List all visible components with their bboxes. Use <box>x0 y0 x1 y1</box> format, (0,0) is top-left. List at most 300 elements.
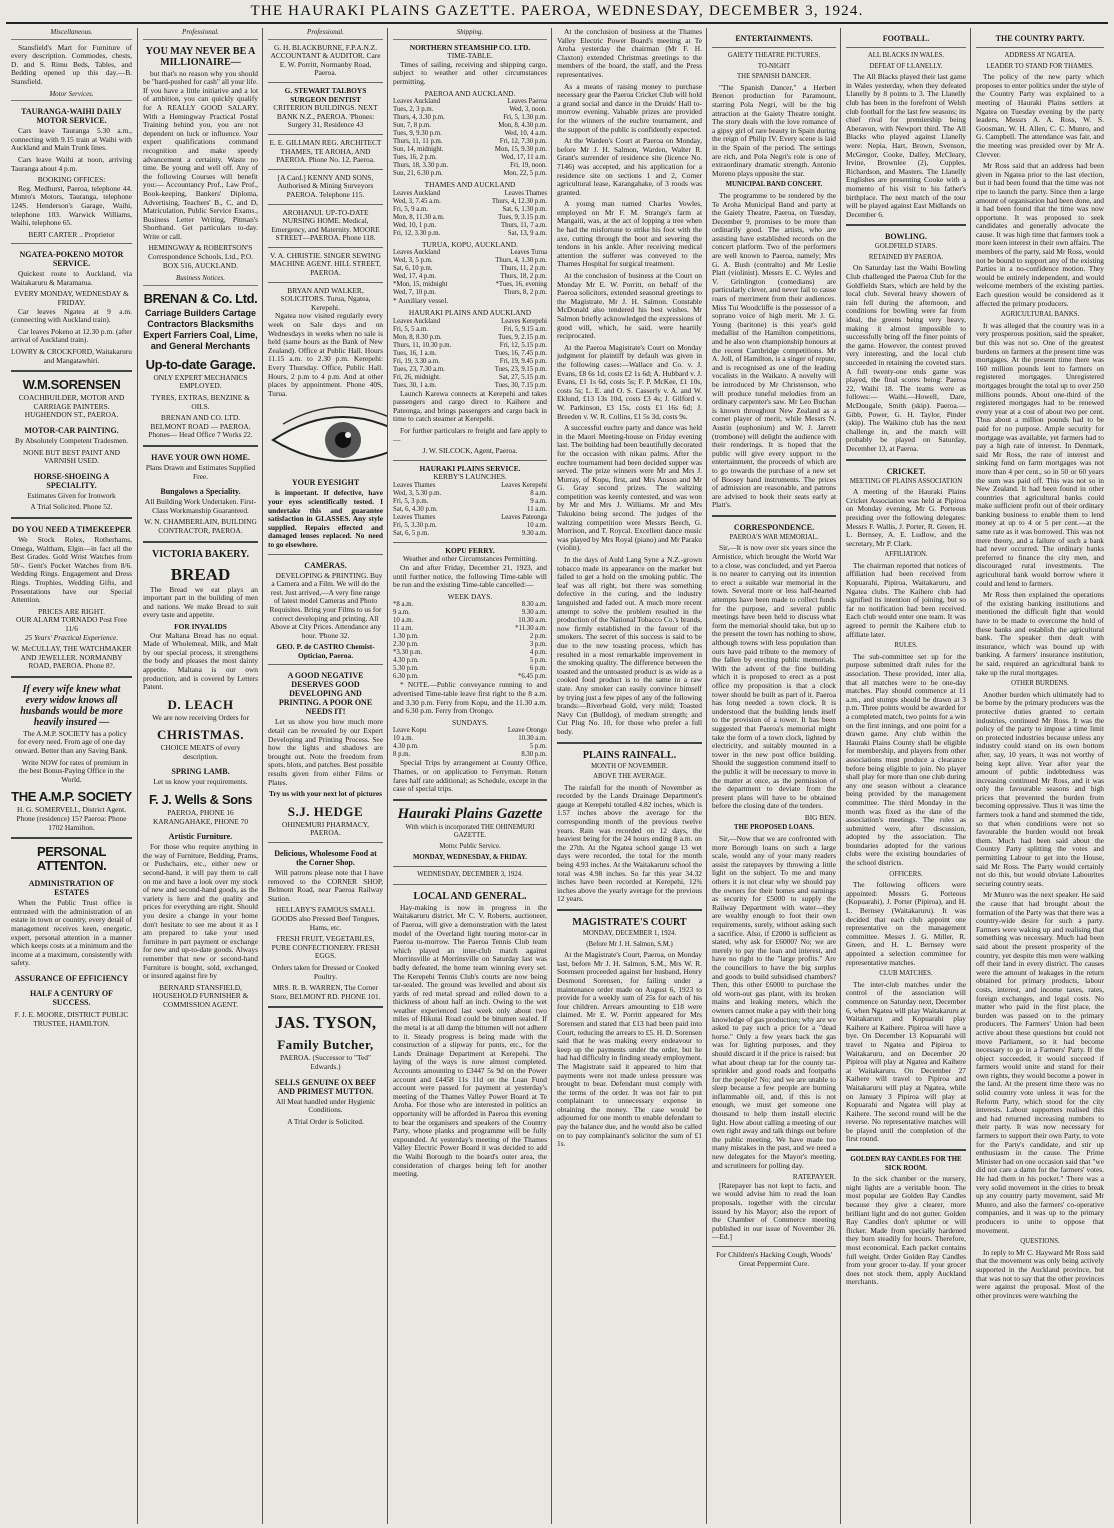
timetable-cell: Fri, 5, 3.30 p.m. <box>393 521 437 529</box>
timetable-header-row <box>393 482 547 490</box>
article-heading: CORRESPONDENCE. <box>733 522 815 532</box>
section-label: Miscellaneous. <box>11 28 132 40</box>
article-text: In the sick chamber or the nursery, night lights are a veritable boon. The most popular are Golden Ray Candles because they give a clearer, more brilliant light and do not gutter. Golden Ray Candles don't splutter or will flicker. Made from specially hardened they burn steadily for hours. Therefore, most economical. Each packet contains full weight. Order Golden Ray Candles from your grocer to-day. If your grocer does not stock them, apply Auckland merchants. <box>846 1174 966 1287</box>
timetable-cell: Fri, 19, noon. <box>510 162 547 170</box>
ad-text: Car leaves Pokeno at 12.30 p.m. (after arrival of Auckland train). <box>11 326 132 345</box>
timetable-cell: Fri, 5, 3 p.m. <box>393 497 429 505</box>
eye-illustration <box>268 402 388 472</box>
ad-text: PAEROA, PHONE 16 KARANGAHAKE, PHONE 70 <box>152 808 249 826</box>
timetable-row <box>393 198 547 206</box>
ad-text: Cars leave Tauranga 5.30 a.m., connecting with 9.15 train at Waihi with Auckland and Main Trunk lines. <box>11 126 132 153</box>
timetable-cell: *Tues, 16, evening <box>495 281 547 289</box>
article-subheading: (Before Mr J. H. Salmon, S.M.) <box>586 940 673 948</box>
ad-heading: ADMINISTRATION OF ESTATES <box>28 879 115 898</box>
timetable-row <box>393 617 547 625</box>
timetable-header-row <box>393 514 547 522</box>
ad-text: Reg. Medhurst, Paeroa, telephone 44. Munro's Motors, Tauranga, telephone 124S. Henderson's Garage, Waihi, telephone 103. Warwick Williams, Waihi, telephone 65. <box>11 183 132 228</box>
column-7 <box>840 28 971 1524</box>
article-text: The rainfall for the month of November as recorded by the Lands Drainage Department's gauge at Kerepehi totalled 4.82 inches, which is 1.57 inches above the average for the corresponding month of the previous twelve years. Rain was recorded on 12 days, the heaviest being for the 24 hours ending 8 a.m. on the 27th. At the Ngatea school gauge 13 wet days were recorded, the total for the month being 4.93 inches. At the Waitakaruru school the total was 4.98 inches. So far this year 34.32 inches have been recorded at Kerepehi, 12¾ inches above the yearly average for the previous 12 years. <box>557 782 702 904</box>
ad-text: PRICES ARE RIGHT. <box>37 606 105 616</box>
article-text: Mr Ross then explained the operations of the existing banking institutions and mentioned the difficult fight that would have to be made to overcome the hold of these banks and establish the agricultural bank. The speaker then dealt with insurance, which was bound up with banking. A farmers' insurance institution, he said, required an agricultural bank to take up the rural mortgages. <box>976 590 1104 677</box>
article-heading: GOLDEN RAY CANDLES FOR THE SICK ROOM. <box>850 1156 962 1172</box>
section-label: Professional. <box>268 28 383 40</box>
timetable-cell: Mon, 8, 8.30 p.m. <box>393 333 442 341</box>
ad-text: On and after Friday, December 21, 1923, and until further notice, the following Time-table will be run and the existing Time-table cancelled:— <box>393 563 547 590</box>
timetable-cell: Leaves Kerepehi <box>501 481 547 489</box>
ad-signature: LOWRY & CROCKFORD, Waitakaruru and Mangatawhiri. <box>11 347 132 365</box>
ad-text: Car leaves Ngatea at 9 a.m. (connecting with Auckland train). <box>11 306 132 325</box>
timetable-row <box>393 601 547 609</box>
ad-heading: TAURANGA-WAIHI DAILY MOTOR SERVICE. <box>21 107 122 126</box>
ad-text: The A.M.P. SOCIETY has a policy for every need. From age of one day onward. Better than any Saving Bank. <box>15 728 128 756</box>
ad-heading: S.J. HEDGE <box>287 803 364 819</box>
ad-heading: A GOOD NEGATIVE DESERVES GOOD DEVELOPING AND PRINTING. A POOR ONE NEEDS IT! <box>278 671 373 717</box>
ad-text: Plans Drawn and Estimates Supplied Free. <box>145 463 256 481</box>
section-label: Shipping. <box>393 28 547 40</box>
ad-text: A Trial Order is Solicited. <box>287 1116 364 1126</box>
timetable-cell: 10.30 a.m. <box>518 617 547 625</box>
timetable-cell: Tues, 23, 9.15 p.m. <box>494 365 547 373</box>
timetable-cell: 5.30 p.m. <box>393 665 419 673</box>
ad-text: HELLABY'S FAMOUS SMALL GOODS also Pressed Beef Tongues, Hams, etc. <box>271 905 380 932</box>
ad-text: For those who require anything in the way of Furniture, Bedding, Prams, or Pushchairs, etc., either new or second-hand, it will pay them to call on me and have a look over my stock of new and second-hand goods, as the variety is here and the quality and prices for everything are right. Should you desire a change in your home don't hesitate to see me about it as I am prepared to take your used furniture in part payment or exchange for new and up-to-date goods. Always remember that new or second-hand Furniture is bought, sold, exchanged, or insured against fire by <box>143 842 258 981</box>
ad-signature: F. J. E. MOORE, DISTRICT PUBLIC TRUSTEE, HAMILTON. <box>14 1009 129 1028</box>
ad-heading: G. STEWART TALBOYS SURGEON DENTIST <box>284 85 367 104</box>
column-5 <box>551 28 707 1524</box>
timetable-cell: Tues, 30, 1 a.m. <box>393 381 437 389</box>
ad-heading: NORTHERN STEAMSHIP CO. LTD. <box>409 42 531 52</box>
ad-heading: YOU MAY NEVER BE A MILLIONAIRE— <box>145 45 256 68</box>
ad-heading: BOOKING OFFICES: <box>37 175 106 185</box>
article-heading: CRICKET. <box>886 466 926 476</box>
article-text: A successful euchre party and dance was held in the Maori Meeting-house on Friday evening last. The building had been beautifully decorated for the occasion with nikau palms. After the euchre tournament had been decided supper was served. The prize winners were Mr and Mrs J. Murray, of Kopu, first, and Mrs Anson and Mr G. Gray second prizes. The waltzing competition was keenly contested, and was won by Mr and Mrs J. Williams. Mr and Mrs Tukukino being second. The judges of the waltzing competition were Messrs Beech, G. Morrison, and T. Roycal. Excellent dance music was played by Mrs Royal (piano) and Mr Paraku (violin). <box>557 423 702 553</box>
ad-text: Times of sailing, receiving and shipping cargo, subject to weather and other circumstances permitting. <box>393 59 547 86</box>
timetable-row <box>393 222 547 230</box>
ad-heading: SELLS GENUINE OX BEEF AND PRIMEST MUTTON. <box>274 1077 377 1096</box>
timetable-row <box>393 633 547 641</box>
timetable-cell: 9.30 a.m. <box>521 609 547 617</box>
article-heading: LOCAL AND GENERAL. <box>413 890 527 902</box>
ad-signature: MRS. R. B. WARREN, The Corner Store, BELMONT RD. PHONE 101. <box>270 983 381 1001</box>
column-2 <box>137 28 263 1524</box>
ad-text: Estimates Given for Ironwork <box>27 490 116 500</box>
article-text: Hay-making is now in progress in the Waitakaruru district. Mr C. V. Roberts, auctioneer, of Paeroa, will give a demonstration with the latest model of the Overland light touring motor-car in Paeroa to-morrow. The Paeroa Tennis Club team which played an inter-club match against Morrinsville at Morrinsville on Saturday last was badly defeated, the home team winning every set. The Kerepehi Tennis Club's courts are now being tar-sealed. The ground was levelled and about six yards of red metal spread and rolled down to a thickness of about half an inch. Owing to the wet weather experienced last week only about two miles of Hikutai Road could be bitumen sealed. If the metal is at all damp the bitumen will not adhere to it. Steady progress is being made with the construction of a slipway for punts, etc., for the Lands Drainage Department at Kerepehi. The laying of the ways is now almost completed. Accounts amounting to £3447 5s 9d on the Power account and £4458 11s 11d on the Loan Fund account were passed for payment at yesterday's meeting of the Thames Valley Power Board at Te Aroha. For those who are interested in politics an opportunity will be afforded in Paeroa this evening to hear the organisers and speakers of the Country Party, whose planks and programme will be fully expounded. At yesterday's meeting of the Thames Valley Electric Power Board it was decided to add the Waihi Borough to the board's outer area, the consideration of charges being left for another meeting. <box>393 902 547 1179</box>
timetable-cell: 8.30 a.m. <box>521 601 547 609</box>
column-1 <box>6 28 137 1524</box>
timetable-row <box>393 130 547 138</box>
timetable-header-row <box>393 318 547 326</box>
timetable-cell: 4.30 p.m. <box>393 657 419 665</box>
article-text: The All Blacks played their last game in Wales yesterday, when they defeated Llanelly by 8 points to 3. The Llanelly club has been in the forefront of Welsh club football for the last few seasons; its chief rival for premiership being Aberavon, with Newport third. The All Blacks who played against Llanelly were: Nepia, Hart, Brown, Svenson, McGregor, Cooke, Dalley, McCleary, Irvine, Brownlee (2), Cupples, Richardson, and Masters. The Llanelly Englishes are presenting Cooke with a momento of his visit to his father's birthplace. The next match of the tour will be played against East Midlands on December 6. <box>846 72 966 219</box>
ad-text: CHOICE MEATS of every description. <box>160 743 241 761</box>
ad-text: DEVELOPING & PRINTING. Buy a Camera and a Film. We will do the rest. Just arrived,—A very fine range of latest model Cameras and Photo Requisites. Bring your Films to us for correct developing and printing. All Above at City Prices. Attendance any hour. 'Phone 32. <box>269 570 383 640</box>
timetable-cell: 6 p.m. <box>529 665 547 673</box>
timetable-cell: 10 a.m. <box>526 521 547 529</box>
timetable-row <box>393 334 547 342</box>
ad-heading: CAMERAS. <box>304 560 347 570</box>
timetable-cell: 4.30 p.m. <box>393 743 419 751</box>
ad-text: For further particulars re freight and fare apply to— <box>393 425 547 444</box>
timetable-cell: 9.30 a.m. <box>521 529 547 537</box>
timetable <box>393 98 547 178</box>
article-text: At the Warden's Court at Paeroa on Monday, before Mr J. H. Salmon, Warden, Walter R. Grant's surrender of residence site (licence No. 7146) was accepted, and his application for a residence site on sections 1 and 2, Comer agricultural lease, Karangahake, of 3 roods was granted. <box>557 136 702 197</box>
ad-text: TYRES, EXTRAS, BENZINE & OILS. <box>151 393 250 411</box>
ad-text: Write NOW for rates of premium in the best Bonus-Paying Office in the World. <box>18 757 129 784</box>
ad-signature: BERNARD STANSFIELD, HOUSEHOLD FURNISHER & COMMISSION AGENT. <box>152 982 249 1009</box>
timetable-cell: Wed, 7, 10 p.m. <box>393 289 437 297</box>
article-subheading: AGRICULTURAL BANKS. <box>1000 311 1080 319</box>
ad-heading: HAURAKI PLAINS SERVICE. <box>419 463 521 473</box>
timetable <box>393 318 547 390</box>
article-heading: THE COUNTRY PARTY. <box>995 34 1085 43</box>
timetable-row <box>393 122 547 130</box>
timetable-cell: Sat, 6, 4.30 p.m. <box>393 505 438 513</box>
article-text: The following officers were appointed: Messrs G. Porteous (Kopuarahi), J. Porter (Pipiroa), and H. L. Bernsey (Waitakaruru). It was decided that each club appoint one representative on the management committee. Messrs J. G. Miller, R. Green, and H. L. Bernsey were appointed a selection committee for representative matches. <box>846 880 966 967</box>
timetable-cell: Mon, 8, 4.30 p.m. <box>498 122 547 130</box>
timetable-row <box>393 498 547 506</box>
article-subheading: MEETING OF PLAINS ASSOCIATION <box>849 477 963 485</box>
timetable-cell: Tues, 9, 9.30 p.m. <box>393 130 442 138</box>
timetable-cell: Leaves Paeroa <box>507 98 547 106</box>
ad-text: BRENAN AND CO. LTD. BELMONT ROAD — PAEROA. Phones— Head Office 7 Works 22. <box>148 413 253 440</box>
timetable-cell: Leaves Pateonga <box>501 513 547 521</box>
ad-text: E. E. GILLMAN REG. ARCHITECT THAMES, TE AROHA, AND PAEROA. Phone No. 12, Paeroa. <box>269 137 382 165</box>
timetable-cell: Mon, 15, 9.30 p.m. <box>494 146 547 154</box>
timetable <box>393 190 547 238</box>
ad-text: By Absolutely Competent Tradesmen. <box>15 436 128 445</box>
article-subheading: ABOVE THE AVERAGE. <box>593 773 666 781</box>
timetable-cell: Leaves Thames <box>393 513 436 521</box>
timetable-cell: 8.30 p.m. <box>521 751 547 759</box>
ad-signature: W. N. CHAMBERLAIN, BUILDING CONTRACTOR, PAEROA. <box>144 517 257 535</box>
ad-text: is important. If defective, have your eyes scientifically tested. I undertake this and guarantee satisfaction in GLASSES. Any style supplied. Repairs effected and damaged lenses replaced. No need to go elsewhere. <box>268 488 383 549</box>
timetable-cell: Sat, 6, 1.30 p.m. <box>502 205 547 213</box>
masthead-rule <box>6 22 1108 24</box>
timetable-cell: Wed, 17, 4 p.m. <box>393 273 437 281</box>
timetable-cell: Tues, 23, 7.30 a.m. <box>393 365 445 373</box>
ad-heading: SPRING LAMB. <box>171 767 230 777</box>
timetable-cell: Fri, 12, 3.30 p.m. <box>393 229 441 237</box>
ad-signature: BERT CARTER .. Proprietor <box>28 229 115 239</box>
article-text: The chairman reported that notices of affiliation had been received from Kopuarahi, Pipiroa, Waitakaruru, and Ngatea clubs. The Kaihere club had signified its intention of joining, but so far no notification had been received. Each club would enter one team. It was agreed to permit the Kaihere club to affiliate later. <box>846 560 966 639</box>
ad-heading: HAVE YOUR OWN HOME. <box>151 453 250 462</box>
ad-text: OHINEMURI PHARMACY, PAEROA. <box>282 819 369 838</box>
article-text: The inter-club matches under the control of the association will commence on Saturday next, December 6, when Ngatea will play Waitakaruru at Waitakaruru and Kopuarahi play Kaihere at Kaihere. Pipiroa will have a bye. On December 13 Kopuarahi will travel to Ngatea and Pipiroa to Waitakaruru, and on December 20 Pipiroa will play at Ngatea and Kaihere at Waitakaruru. On December 27 Kaihere will travel to Pipiroa and Waitakaruru will play at Ngatea, while on January 3 Pipiroa will play at Kopuarahi and Ngatea will play at Kaihere. The second round will be the reverse. No representative matches will be played until the completion of the first round. <box>846 979 966 1144</box>
timetable-cell: Sat, 6, 5 p.m. <box>393 529 430 537</box>
timetable-cell: Sat, 13, 9 a.m. <box>507 229 547 237</box>
ad-heading: F. J. Wells & Sons <box>148 792 253 808</box>
timetable-cell: Mon, 8, 11.30 a.m. <box>393 213 445 221</box>
ad-text: Let us show you how much more detail can be revealed by our Expert Developing and Printing Process. See how the lights and shadows are brought out. Note the freedom from spots, blots, and patches. Best possible results given from either Films or Plates. <box>268 717 383 787</box>
ad-heading: Up-to-date Garage. <box>145 356 256 372</box>
ad-text: We Stock Rolex, Rotherhams, Omega, Waltham, Elgin—in fact all the Best Grades. Gold Wrist Watches from 50/-. Gent's Pocket Watches from 8/6. Wedding Rings. Engagement and Dress Rings. Trophies, Wedding Gifts, and Presentations have our Special Attention. <box>11 534 132 605</box>
ad-heading: NGATEA-POKENO MOTOR SERVICE. <box>19 250 124 269</box>
timetable-row <box>393 326 547 334</box>
ad-signature: GEO. P. de CASTRO Chemist-Optician, Paeroa. <box>276 642 375 660</box>
timetable-row <box>393 641 547 649</box>
ad-heading: KOPU FERRY. <box>445 545 495 555</box>
column-4 <box>387 28 552 1524</box>
ad-signature: J. W. SILCOCK, Agent, Paeroa. <box>422 446 518 456</box>
ad-heading: MOTOR-CAR PAINTING. <box>24 426 119 435</box>
timetable-cell: 8 p.m. <box>393 751 411 759</box>
newspaper-logo: Hauraki Plains Gazette <box>397 805 543 822</box>
dateline: WEDNESDAY, DECEMBER 3, 1924. <box>417 871 523 879</box>
timetable-cell: Wed, 17, 11 a.m. <box>501 154 547 162</box>
ad-text: Will patrons please note that I have removed to the CORNER SHOP, Belmont Road, near Paeroa Railway Station. <box>268 868 383 903</box>
ad-heading: HORSE-SHOEING A SPECIALITY. <box>33 471 110 490</box>
ad-heading: JAS. TYSON, <box>274 1013 377 1033</box>
timetable-header-row <box>393 727 547 735</box>
timetable-cell: Leave Kopu <box>393 727 427 735</box>
timetable-cell: Sat, 27, 5.15 p.m. <box>499 373 547 381</box>
timetable-cell: *Mon, 15, midnight <box>393 281 448 289</box>
article-subheading: THE PROPOSED LOANS. <box>734 824 814 832</box>
ad-heading: HALF A CENTURY OF SUCCESS. <box>30 988 113 1007</box>
timetable <box>393 482 547 514</box>
timetable-note: * Auxiliary vessel. <box>393 296 449 306</box>
ad-text: Ngatea now visited regularly every week on Sale days and on Wednesdays in weeks when no sale is held (same hours as the Bank of New Zealand). Office at Public Hall. Hours 11.15 a.m. to 2.30 p.m. Kerepehi: Every Thursday. Office, Public Hall. Hours, 2 p.m to 4 p.m. And at other places by appointment. Phone 40S, Turua. <box>268 311 383 398</box>
ad-heading: D. LEACH <box>167 696 234 712</box>
article-heading: FOOTBALL. <box>882 34 930 43</box>
timetable-cell: *6.45 p.m. <box>517 673 547 681</box>
timetable-cell: 10 a.m. <box>393 735 414 743</box>
timetable-cell: 4 p.m. <box>529 649 547 657</box>
column-6 <box>706 28 841 1524</box>
timetable-row <box>393 162 547 170</box>
timetable-cell: 10 a.m. <box>393 617 414 625</box>
timetable-header-row <box>393 249 547 257</box>
timetable-cell: *3.30 p.m. <box>393 649 423 657</box>
article-text: Sir,—It is now over six years since the Armistice, which brought the World War to a close, was concluded, and yet Paeroa is no nearer to carrying out its intention to erect a suitable war memorial in the town. Several more or less half-hearted attempts have been made to collect funds for the purpose, and several public meetings have been held to discuss what form the memorial should take, but up to the present the town has nothing to show, although towns with less population than ours have paid tribute to the memory of the fallen by erecting public memorials. With the advent of the fine building which it is proposed to erect as a post office my proposition is that a clock tower should be built as part of it. Paeroa has long needed a town clock. It is understood that the building lends itself to the provision of a tower. It has been suggested that Paeroa's memorial might take the form of a town clock, lighted by electricity, and suitably mounted in a tower in the new post office building. Should the suggestion commend itself to the public it will be necessary to move in the matter at once, as the permission of the department to deviate from the present plans will have to be obtained before the closing date of the tenders. <box>712 543 836 811</box>
ad-heading: THE A.M.P. SOCIETY <box>11 789 132 805</box>
timetable-heading: THAMES AND AUCKLAND <box>424 180 516 190</box>
timetable-cell: Tues, 16, 2 p.m. <box>393 154 437 162</box>
timetable-cell: Leaves Thames <box>393 481 436 489</box>
ad-text: All Building Work Undertaken. First-Class Workmanship Guaranteed. <box>144 497 257 515</box>
section-label: Business Notices. <box>143 274 258 286</box>
ad-heading: PERSONAL ATTENTON. <box>36 844 107 874</box>
timetable-cell: Wed, 3, 5.30 p.m. <box>393 489 442 497</box>
ad-text: The Bread we eat plays an important part in the building of men and nations. We make Bread to suit every taste and appetite. <box>143 584 258 620</box>
article-text: A young man named Charles Vowles, employed on Mr F. M. Strange's farm at Mangaiti, was, at the act of lopping a tree when he had the misfortune to strike his foot with the axe, cutting through the boot and severing the tendons in his ankle. After receiving medical attention the sufferer was conveyed to the Thames Hospital for surgical treatment. <box>557 199 702 269</box>
timetable-row <box>393 342 547 350</box>
article-text: Another burden which ultimately had to be borne by the primary producers was the protective duties granted to certain industries, continued Mr Ross. It was the policy of the party to impose a time limit on protected industries because unless any industry could stand on its own bottom after, say, 10 years, it was not worthy of being kept alive. Year after year the amount of public indebtedness was increasing continued Mr Ross, and it was only the favourable seasons and high prices that prevented the burden from becoming oppressive. Thus it was time the farmers took a hand and stemmed the tide, so that when conditions were not so favourable the burden would not break them. Much had been said about the Country Party splitting the votes and permitting Labour to get into the House, said Mr Ross. The Party would certainly not do this, but would obviate Labourites securing country seats. <box>976 689 1104 888</box>
timetable-cell: Thurs, 8, 2 p.m. <box>503 289 547 297</box>
timetable-cell: Wed, 3, noon. <box>509 106 547 114</box>
ad-text: V. A. CHRISTIE. SINGER SEWING MACHINE AGENT. HILL STREET, PAEROA. <box>270 250 381 278</box>
publication-days: MONDAY, WEDNESDAY, & FRIDAY. <box>413 853 527 861</box>
article-subheading: TO-NIGHT <box>757 62 791 70</box>
timetable-row <box>393 366 547 374</box>
timetable-cell: Tues, 2, 3 p.m. <box>393 106 434 114</box>
timetable-row <box>393 358 547 366</box>
ad-text: Cars leave Waihi at noon, arriving Tauranga about 4 p.m. <box>11 154 132 173</box>
timetable-cell: 5 p.m. <box>529 657 547 665</box>
ad-text: For Children's Hacking Cough, Woods' Great Peppermint Cure. <box>716 1249 832 1268</box>
timetable-cell: Fri, 5, 9.15 a.m. <box>503 325 547 333</box>
timetable-cell: *11.30 a.m. <box>515 625 547 633</box>
ad-text: Special Trips by arrangement at County Office, Thames, or on application to Ferryman. Return fares half rate additional; as Schedule, except in the case of special trips. <box>393 758 547 794</box>
editor-note: [Ratepayer has not kept to facts, and we would advise him to read the loan proposals, together with the circular issued by his Mayor; also the report of the Chamber of Commerce meeting published in our issue of November 26.—Ed.] <box>712 1180 836 1242</box>
timetable-cell: Wed, 3, 5 p.m. <box>393 257 433 265</box>
timetable-cell: Thurs, 11, 11 p.m. <box>393 138 443 146</box>
timetable-row <box>393 214 547 222</box>
column-8 <box>970 28 1109 1524</box>
ad-signature: HEMINGWAY & ROBERTSON'S Correspondence Schools, Ltd., P.O. BOX 516, AUCKLAND. <box>147 243 254 270</box>
article-heading: MAGISTRATE'S COURT <box>572 917 687 928</box>
article-heading: PLAINS RAINFALL. <box>582 749 677 761</box>
timetable-cell: Fri, 19, 9.45 p.m. <box>499 357 547 365</box>
timetable-cell: 10.30 a.m. <box>518 735 547 743</box>
article-text: The policy of the new party which proposes to enter politics under the style of the Country Party was explained to a meeting of Hauraki Plains settlers at Ngatea on Tuesday evening by the party leaders, Messrs A. A. Ross, W. S. Goosman, W. H. Allen, C. C. Munro, and G. Campbell. The attendance was fair, and the meeting was presided over by Mr A. Clevver. <box>976 72 1104 159</box>
timetable-heading: SUNDAYS. <box>451 717 489 727</box>
timetable-cell: Thurs, 4, 3.30 p.m. <box>393 114 445 122</box>
timetable-cell: Leaves Auckland <box>393 189 440 197</box>
ad-text: AROHANUI. UP-TO-DATE NURSING HOME. Medical, Emergency, and Maternity. MOORE STREET—PAEROA. Phone 118. <box>271 207 380 243</box>
timetable-row <box>393 374 547 382</box>
article-text: At the Paeroa Magistrate's Court on Monday judgment for plaintiff by default was given in the following cases:—Wallace and Co. v. J. Evans, £8 6s 1d, costs £2 1s 6d; A. Hubbard v. J. Evans, £1 1s 6d, costs 5s; F. P. McKee, £1 10s, costs 5s; L. E. and O. S. Casserly v. A. and W. Eklund, £13 13s 10d, costs £3 4s; J. Gilford v. W. Parkinson, £3 15s, costs £1 16s 6d; J. Breeden v. W. R. Collins, £1 5s 3d, costs 9s. <box>557 342 702 421</box>
article-text: Sir,—Now that we are confronted with more Borough loans on such a large scale, would any of your many readers assist the ratepayers by throwing a little light on the subject. To me and many others it is not clear why we should pay the owners for their homes and earnings as security for £5000 to supply the Railway Department with water—they are wealthy enough to foot their own requirements, surely, without asking such a sacrifice. Also, if £2000 is sufficient as stated, why ask for £6000? No; we are merely to pay the loan and interest, and have no right to the "large profits." Are the councillors to have the big surplus and goods to build subsidised chambers? Then, this other £6000 to purchase the old worn-out gas plant, with its broken mains and leaking meters, which the owners cannot make a pay with their long knowledge of gas production; why are we asked to pay such a price for a "dead horse." Only a few years back the gas was for lighting purposes, and they should discard it if the price is raised: but what about cheap tar for the county tar-sprinkler and good roads and footpaths for the people? No; and we are unable to sleep because a few people are burning inflammable oil, and, if this is not enough, we must get someone one thousand to help them install electric light. How about calling a meeting of our own right away and talk things out before the public meeting. We have made too many mistakes in the past, and we need a new delegates for the Mayor's meeting, and scrutineers for polling day. <box>712 834 836 1170</box>
timetable-cell: 9 a.m. <box>393 609 410 617</box>
article-text: Mr Ross said that an address had been given in Ngatea prior to the last election, but it had been found that the time was not ripe to launch the party. Since then a large amount of organisation had been done, and it had been found that the time was now opportune. It was proposed to seek candidates and generally advocate the cause. It was high time that farmers took a more keen interest in their own affairs. The members of the party, said Mr Ross, would not be bound to support any of the existing Parties in a no-confidence motion. They would be entirely independent, and would welcome members of the existing parties. Each question would be considered as it affected the primary producers. <box>976 161 1104 308</box>
ad-heading: Family Butcher, <box>277 1037 374 1053</box>
article-text: As a means of raising money to purchase necessary gear the Paeroa Cricket Club will hold a grand social and dance in the Druids' Hall to-morrow evening. Valuable prizes are provided for the winners of the euchre tournament, and the support of the public is confidently expected. <box>557 81 702 134</box>
ad-signature: W. McCULLAY, THE WATCHMAKER AND JEWELLER. NORMANBY ROAD, PAEROA. Phone 8?. <box>11 644 132 671</box>
timetable-cell: Fri, 12, 7.30 p.m. <box>499 138 547 146</box>
ad-text: [A Card.] KENNY AND SONS, Authorised & Mining Surveyors PAEROA. Telephone 115. <box>277 172 374 199</box>
misc-text: Stansfield's Mart for Furniture of every description. Commodes, chests, D. and S. Rimu Beds, Tables, and Bedding opened up this day.—B. Stansfield. <box>11 42 132 86</box>
timetable-cell: Thurs, 11, 2 p.m. <box>500 265 547 273</box>
timetable-row <box>393 530 547 538</box>
ad-heading: Delicious, Wholesome Food at the Corner Shop. <box>274 849 377 867</box>
timetable-row <box>393 649 547 657</box>
ad-heading: YOUR EYESIGHT <box>291 478 360 488</box>
article-subheading: RULES. <box>894 642 918 650</box>
timetable-cell: Leaves Turua <box>510 249 547 257</box>
letter-signature: BIG BEN. <box>804 812 836 822</box>
article-subheading: OFFICERS. <box>889 870 923 878</box>
timetable-row <box>393 281 547 289</box>
timetable-header-row <box>393 190 547 198</box>
timetable-heading: TURUA, KOPU, AUCKLAND. <box>422 239 518 249</box>
timetable-cell: Tues, 9, 3.15 p.m. <box>498 213 547 221</box>
ad-text: All Meat handled under Hygienic Conditions. <box>275 1096 376 1115</box>
article-heading: BOWLING. <box>884 232 927 242</box>
ad-heading: DO YOU NEED A TIMEKEEPER <box>12 524 131 534</box>
ad-heading: VICTORIA BAKERY. <box>152 548 249 560</box>
newspaper-motto: Motto: Public Service. <box>439 842 501 850</box>
article-text: "The Spanish Dancer," a Herbert Brenon production for Paramount, starring Pola Negri, will be the big attraction at the Gaiety Theatre tonight. The story deals with the love romance of a gipsy girl of rare beauty in Spain during the reign of Philip IV. Every scene is laid in the Spain of the period. The settings are rich, and Pola Negri's role is one of extraordinary dramatic strength. Antonio Moreno plays opposite the star. <box>712 82 836 178</box>
timetable-cell: Sun, 21, 6.30 p.m. <box>393 170 443 178</box>
ad-text: Orders taken for Dressed or Cooked Poultry. <box>272 962 379 981</box>
timetable-row <box>393 625 547 633</box>
ad-heading: ASSURANCE OF EFFICIENCY <box>14 973 129 983</box>
timetable-cell: Leave Orongo <box>507 727 547 735</box>
timetable-row <box>393 138 547 146</box>
timetable-cell: Sat, 6, 10 p.m. <box>393 265 433 273</box>
timetable-cell: Leaves Thames <box>504 189 547 197</box>
ad-text: EVERY MONDAY, WEDNESDAY & FRIDAY. <box>14 289 129 308</box>
ad-text: Launch Karewa connects at Kerepehi and takes passengers and cargo direct to Kaihere and Pateonga, and brings passengers and cargo back in time to catch steamer at Kerepehi. <box>393 388 547 424</box>
ad-text: H. G. SOMERVELL, District Agent. Phone (residence) 15? Paeroa: Phone 1702 Hamilton. <box>16 805 127 832</box>
timetable <box>393 249 547 297</box>
ad-text: but that's no reason why you should be "hard-pushed for cash" all your life. If you have a little initiative and a lot of ambition, you can quickly qualify for A REALLY GOOD SALARY. With a Hemingway Practical Postal Training behind you, you are not dependent on luck or influence. Your expert qualifications command recognition and make speedy advancement a certainty. Waste no time. Be young and well off. Any of the following Courses will benefit you:— Accountancy Prof., Law Prof., Book-keeping, Bankers' Diploma, Advertising, Teachers' B., C, and D, Matriculation, Public Service Exams., Business Letter Writing, Pitman's Shorthand. Get particulars to-day. Write or call. <box>143 68 259 241</box>
article-subheading: QUESTIONS. <box>1020 1238 1060 1246</box>
article-subheading: AFFILIATION. <box>884 551 928 559</box>
timetable-row <box>393 743 547 751</box>
timetable-cell: 11 a.m. <box>393 625 413 633</box>
timetable-row <box>393 106 547 114</box>
timetable-cell: 3 p.m. <box>529 641 547 649</box>
ad-heading: BRYAN AND WALKER, SOLICITORS. Turua, Ngatea, Kerepehi. <box>280 285 371 312</box>
timetable-cell: Fri, 5, 5 a.m. <box>393 325 428 333</box>
article-text: At the Magistrate's Court, Paeroa, on Monday last, before Mr J. H. Salmon, S.M., Mrs W. R. Sorensen proceeded against her husband, Henry Desmond Sorensen, for failing under a maintenance order made on August 6, 1923 to provide for a weekly sum of 25s for each of his four children. Arrears amounting to £18 were claimed. Mr E. W. Porritt appeared for Mrs Sorensen and stated that £13 had been paid into Court, reducing the arrears to £5. H. D. Sorensen said that he was making every endeavour to keep up the payments under the order, but he had had difficulty in finding steady employment. The Magistrate said it appeared to him that payments were not made unless pressure was brought to bear. Defendant must comply with the terms of the order. It was not fair to put complainant to unnecessary expense in obtaining the money. The case would be adjourned for one month to enable defendant to pay the balance due, and he would also be called on to pay complainant's solicitor the sum of £1 1s. <box>557 950 702 1149</box>
timetable-row <box>393 490 547 498</box>
article-subheading: RETAINED BY PAEROA. <box>868 253 944 261</box>
ad-heading: BREAD <box>170 564 231 584</box>
ad-text: NONE BUT BEST PAINT AND VARNISH USED. <box>22 447 121 466</box>
timetable-cell: Fri, 5, 9 a.m. <box>393 205 428 213</box>
article-text: Mr Munro was the next speaker. He said the cause that had brought about the formation of the Party was that there was a country-wide desire for such a party. Farmers were waking up and realising that something was necessary. Much had been said about the present prosperity of the country, yet despite this men were walking off their land in every district. The causes were the amount of leakages in the return obtained for primary products, labour costs, interest, and income taxes, rates, foreign exchanges, and legal costs. No matter who paid in the first place, the burden was passed on to the primary producers. The Farmers' Union had been active about these questions but could not move Parliament, so it had become necessary to go in a Farmers' Party. If the object succeeded, it would succeed if farmers would unite and stand for their own rights, they would become a power in the land. At the present time there was no solid country vote unless it was for the Reform Party, which stood for the city interests. Labour supporters realised this and had returned increasing numbers to their party. It was now necessary for farmers to support their own Party, to vote for the Party's candidate, and stir up enthusiasm in the cause. The Prime Minister had on one occasion said that "we did not care a damn for the farmers' votes. He had them in his pocket." There was a very solid movement in the cities to break up any country party movement, said Mr Munro, and also the farmers' co-operative companies, and it was up to the primary producers to unite to oppose that movement. <box>976 890 1104 1235</box>
timetable-row <box>393 609 547 617</box>
timetable <box>393 727 547 759</box>
article-text: At the conclusion of business at the Thames Valley Electric Power Board's meeting at Te Aroha yesterday the chairman (Mr F. H. Claxton) extended Christmas greetings to the members of the board, the staff, and the Press representatives. <box>557 28 702 79</box>
timetable-cell: Wed, 10, 1 p.m. <box>393 221 437 229</box>
timetable-cell: *8 a.m. <box>393 601 414 609</box>
article-subheading: OTHER BURDENS. <box>1011 680 1069 688</box>
ad-text: When the Public Trust office is entrusted with the administration of an estate in town or country, every detail of management receives keen, energetic, expert, personal attention in a manner which keeps costs at a minimum and the income at a maximum, consistently with safety. <box>11 898 132 968</box>
timetable-cell: Sun, 7, 8 p.m. <box>393 122 431 130</box>
timetable-cell: Fri, 19, 3.30 a.m. <box>393 357 440 365</box>
ad-heading: Bungalows a Speciality. <box>160 487 241 497</box>
article-subheading: MUNICIPAL BAND CONCERT. <box>725 181 823 189</box>
timetable-row <box>393 265 547 273</box>
timetable-cell: Tues, 16, 7.45 p.m. <box>494 349 547 357</box>
timetable-cell: Tues, 30, 7.15 p.m. <box>494 381 547 389</box>
article-subheading: GAIETY THEATRE PICTURES. <box>727 52 821 59</box>
timetable-cell: Fri, 5, 1.30 p.m. <box>503 114 547 122</box>
masthead: THE HAURAKI PLAINS GAZETTE. PAEROA, WEDNESDAY, DECEMBER 3, 1924. <box>250 3 864 19</box>
article-subheading: GOLDFIELD STARS. <box>874 243 938 251</box>
column-3 <box>262 28 388 1524</box>
timetable-cell: 5 p.m. <box>529 743 547 751</box>
timetable-row <box>393 273 547 281</box>
ad-text: Our Maltana Bread has no equal. Made of Wholemeal, Milk, and Malt by our special process, it strengthens the body and pleases the most dainty appetite. Maltana is our own production, and is covered by Letters Patent. <box>143 630 258 692</box>
ad-text: A Trial Solicited. Phone 52. <box>30 502 113 512</box>
article-subheading: LEADER TO STAND FOR THAMES. <box>986 62 1094 70</box>
timetable-row <box>393 522 547 530</box>
article-subheading: THE SPANISH DANCER. <box>737 73 811 81</box>
ad-text: Let us know your requirements. <box>153 777 248 787</box>
timetable-cell: 9 a.m. <box>530 497 547 505</box>
timetable-cell: Mon, 22, 5 p.m. <box>503 170 547 178</box>
timetable-row <box>393 657 547 665</box>
ad-text: COACHBUILDER, MOTOR AND CARRIAGE PAINTERS. HUGHENDON ST., PAEROA. <box>18 393 125 420</box>
timetable-heading: HAURAKI PLAINS AND AUCKLAND <box>408 307 532 317</box>
timetable-cell: 1.30 p.m. <box>393 633 419 641</box>
timetable-cell: Thurs, 4, 1.30 p.m. <box>495 257 547 265</box>
ad-text: CRITERION BUILDINGS. NEXT BANK N.Z., PAEROA. 'Phones: Surgery 31, Residence 43 <box>273 103 378 130</box>
article-subheading: MONTH OF NOVEMBER. <box>591 762 668 770</box>
article-subheading: PAEROA'S WAR MEMORIAL. <box>729 533 819 541</box>
timetable <box>393 514 547 538</box>
timetable-cell: Wed, 10, 4 a.m. <box>504 130 547 138</box>
ad-text: * NOTE.—Public conveyance running to and advertised Time-table leave first right to the 8 a.m. and 3.30 p.m. Ferry from Kopu, and the 11.30 a.m. and 6.30 p.m. Ferry from Orongo. <box>393 680 547 716</box>
timetable-cell: Fri, 26, midnight. <box>393 373 441 381</box>
ad-heading: CHRISTMAS. <box>157 727 244 743</box>
ad-text: We are now receiving Orders for <box>152 712 249 722</box>
